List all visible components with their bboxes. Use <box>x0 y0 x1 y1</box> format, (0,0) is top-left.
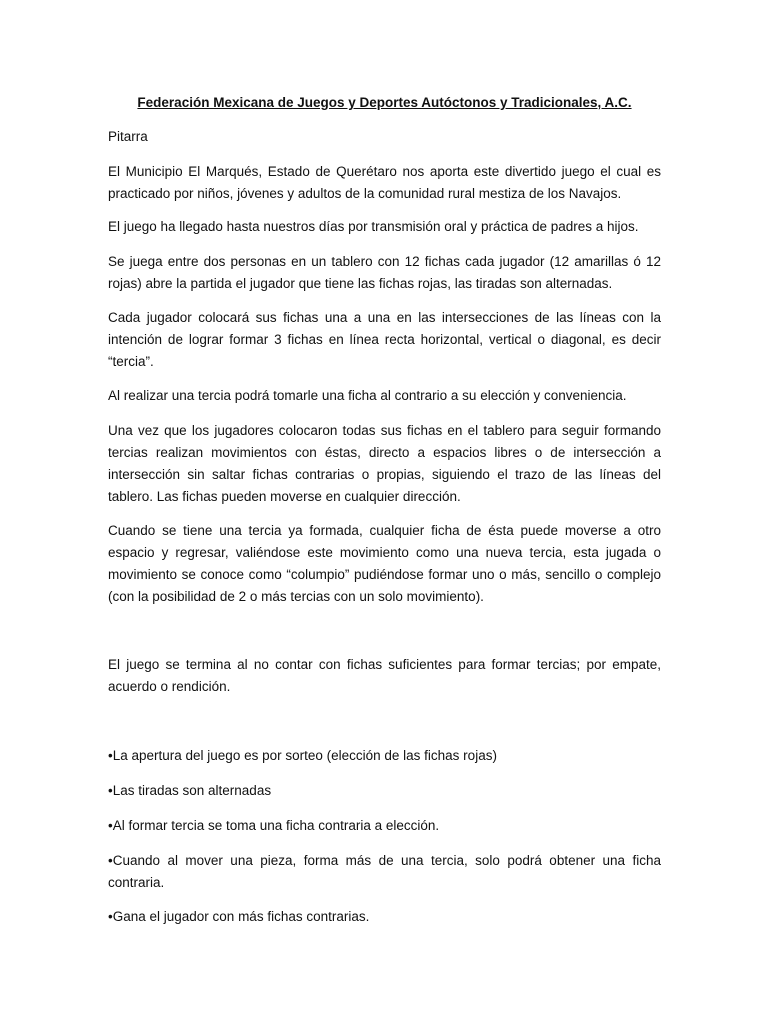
paragraph-8: El juego se termina al no contar con fichas suficientes para formar tercias; por empate, acuerdo o rendición. <box>108 657 661 694</box>
bullet-item-4: •Cuando al mover una pieza, forma más de una tercia, solo podrá obtener una ficha contraria. <box>108 853 661 890</box>
paragraph-2: El juego ha llegado hasta nuestros días por transmisión oral y práctica de padres a hijos. <box>108 219 639 234</box>
document-page <box>108 0 661 1024</box>
paragraph-1: El Municipio El Marqués, Estado de Querétaro nos aporta este divertido juego el cual es practicado por niños, jóvenes y adultos de la comunidad rural mestiza de los Navajos. <box>108 164 661 201</box>
paragraph-3: Se juega entre dos personas en un tablero con 12 fichas cada jugador (12 amarillas ó 12 rojas) abre la partida el jugador que tiene las fichas rojas, las tiradas son alternadas. <box>108 254 661 291</box>
bullet-item-3: •Al formar tercia se toma una ficha contraria a elección. <box>108 818 440 833</box>
bullet-item-1: •La apertura del juego es por sorteo (elección de las fichas rojas) <box>108 748 497 763</box>
bullet-item-2: •Las tiradas son alternadas <box>108 783 272 798</box>
paragraph-4: Cada jugador colocará sus fichas una a una en las intersecciones de las líneas con la intención de lograr formar 3 fichas en línea recta horizontal, vertical o diagonal, es decir “tercia”. <box>108 310 661 369</box>
paragraph-6: Una vez que los jugadores colocaron todas sus fichas en el tablero para seguir formando tercias realizan movimientos con éstas, directo a espacios libres o de intersección a intersección sin saltar fichas contrarias o propias, siguiendo el trazo de las líneas del tablero. Las fichas pueden moverse en cualquier dirección. <box>108 423 661 504</box>
paragraph-5: Al realizar una tercia podrá tomarle una ficha al contrario a su elección y conveniencia. <box>108 388 627 403</box>
bullet-item-5: •Gana el jugador con más fichas contrarias. <box>108 909 370 924</box>
paragraph-7: Cuando se tiene una tercia ya formada, cualquier ficha de ésta puede moverse a otro espacio y regresar, valiéndose este movimiento como una nueva tercia, esta jugada o movimiento se conoce como “columpio” pudiéndose formar uno o más, sencillo o complejo (con la posibilidad de 2 o más tercias con un solo movimiento). <box>108 523 661 604</box>
document-heading: Federación Mexicana de Juegos y Deportes Autóctonos y Tradicionales, A.C. <box>137 95 632 110</box>
document-subtitle: Pitarra <box>108 129 148 144</box>
